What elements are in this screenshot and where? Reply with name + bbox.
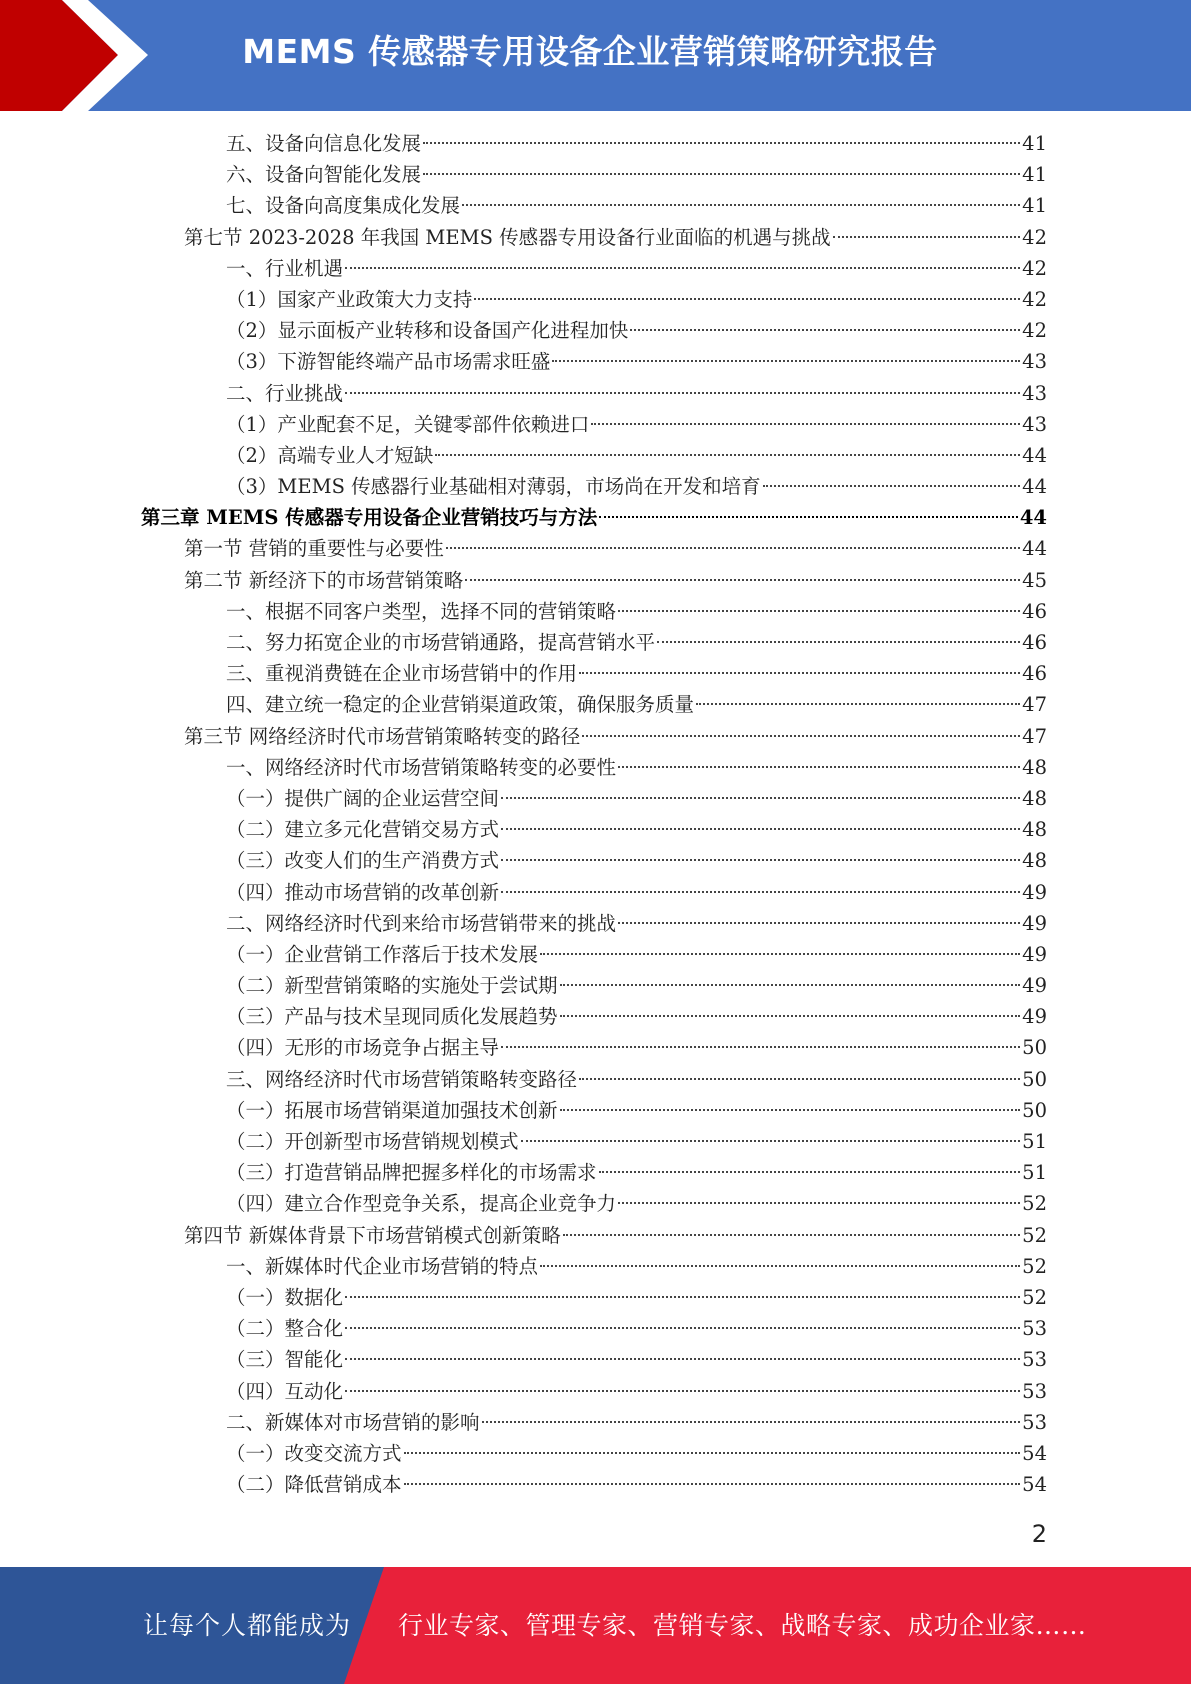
toc-dot-leader [540, 1265, 1020, 1267]
toc-entry-title: （1）产业配套不足，关键零部件依赖进口 [226, 412, 590, 436]
toc-entry-page: 41 [1022, 163, 1047, 187]
toc-dot-leader [833, 236, 1021, 238]
toc-entry-title: 第七节 2023-2028 年我国 MEMS 传感器专用设备行业面临的机遇与挑战 [184, 225, 831, 249]
toc-entry-title: （一）数据化 [226, 1285, 344, 1309]
toc-entry-page: 43 [1022, 412, 1047, 436]
toc-entry-page: 52 [1022, 1223, 1047, 1247]
toc-entry[interactable] [0, 721, 1191, 752]
toc-entry[interactable] [0, 315, 1191, 346]
toc-entry-page: 48 [1022, 818, 1047, 842]
toc-entry[interactable] [0, 1469, 1191, 1500]
toc-dot-leader [579, 1078, 1020, 1080]
toc-dot-leader [345, 267, 1020, 269]
toc-entry[interactable] [0, 1032, 1191, 1063]
toc-entry-page: 50 [1022, 1067, 1047, 1091]
toc-entry-title: （二）新型营销策略的实施处于尝试期 [226, 974, 558, 998]
toc-entry-page: 43 [1022, 381, 1047, 405]
toc-entry-page: 48 [1022, 849, 1047, 873]
toc-entry[interactable] [0, 222, 1191, 253]
toc-entry-page: 47 [1022, 724, 1047, 748]
toc-dot-leader [501, 797, 1020, 799]
toc-entry-title: 第二节 新经济下的市场营销策略 [184, 568, 464, 592]
toc-entry[interactable] [0, 1220, 1191, 1251]
toc-entry[interactable] [0, 596, 1191, 627]
toc-entry-page: 42 [1022, 319, 1047, 343]
toc-entry[interactable] [0, 1344, 1191, 1375]
toc-dot-leader [345, 1390, 1020, 1392]
toc-entry[interactable] [0, 533, 1191, 564]
toc-entry-title: 第四节 新媒体背景下市场营销模式创新策略 [184, 1223, 561, 1247]
toc-entry[interactable] [0, 1157, 1191, 1188]
toc-entry[interactable] [0, 502, 1191, 533]
toc-entry-title: （二）降低营销成本 [226, 1473, 402, 1497]
toc-entry-page: 54 [1022, 1441, 1047, 1465]
toc-entry-title: （四）推动市场营销的改革创新 [226, 880, 500, 904]
toc-entry-page: 41 [1022, 132, 1047, 155]
toc-entry-page: 51 [1022, 1130, 1047, 1153]
toc-entry[interactable] [0, 1188, 1191, 1219]
toc-entry[interactable] [0, 1313, 1191, 1344]
toc-dot-leader [474, 298, 1020, 300]
toc-entry-title: （一）企业营销工作落后于技术发展 [226, 942, 539, 966]
toc-entry[interactable] [0, 159, 1191, 190]
toc-entry-title: 一、网络经济时代市场营销策略转变的必要性 [226, 755, 617, 779]
toc-entry-title: 第一节 营销的重要性与必要性 [184, 537, 444, 561]
toc-entry-title: （1）国家产业政策大力支持 [226, 287, 473, 311]
toc-entry[interactable] [0, 1064, 1191, 1095]
toc-entry-page: 44 [1022, 475, 1047, 499]
toc-dot-leader [591, 423, 1020, 425]
toc-entry-title: （二）整合化 [226, 1317, 344, 1341]
toc-entry-page: 41 [1022, 194, 1047, 218]
toc-dot-leader [560, 1109, 1021, 1111]
toc-entry-page: 54 [1022, 1473, 1047, 1497]
toc-entry[interactable] [0, 939, 1191, 970]
toc-dot-leader [501, 828, 1020, 830]
toc-entry[interactable] [0, 1126, 1191, 1157]
table-of-contents [0, 128, 1191, 1500]
toc-entry[interactable] [0, 970, 1191, 1001]
toc-entry[interactable] [0, 565, 1191, 596]
toc-entry-title: （一）提供广阔的企业运营空间 [226, 786, 500, 810]
toc-entry-page: 44 [1022, 537, 1047, 561]
toc-dot-leader [501, 859, 1020, 861]
toc-entry-title: （一）拓展市场营销渠道加强技术创新 [226, 1098, 558, 1122]
toc-dot-leader [579, 672, 1020, 674]
toc-entry-page: 46 [1022, 662, 1047, 686]
toc-entry-title: （三）打造营销品牌把握多样化的市场需求 [226, 1161, 597, 1185]
toc-entry-title: 一、根据不同客户类型，选择不同的营销策略 [226, 599, 617, 623]
toc-dot-leader [501, 891, 1020, 893]
toc-entry[interactable] [0, 378, 1191, 409]
toc-entry-page: 53 [1022, 1317, 1047, 1341]
toc-entry-page: 48 [1022, 786, 1047, 810]
toc-entry-page: 51 [1022, 1161, 1047, 1185]
toc-entry-title: （四）建立合作型竞争关系，提高企业竞争力 [226, 1192, 617, 1216]
toc-entry[interactable] [0, 471, 1191, 502]
toc-entry-page: 49 [1022, 880, 1047, 904]
toc-entry-page: 49 [1022, 942, 1047, 966]
report-header [0, 0, 1191, 111]
toc-entry[interactable] [0, 689, 1191, 720]
toc-dot-leader [345, 1358, 1020, 1360]
toc-entry[interactable] [0, 1438, 1191, 1469]
toc-entry-title: （二）建立多元化营销交易方式 [226, 818, 500, 842]
toc-dot-leader [630, 329, 1020, 331]
toc-dot-leader [462, 204, 1020, 206]
toc-dot-leader [345, 1327, 1020, 1329]
toc-entry-title: （3）MEMS 传感器行业基础相对薄弱，市场尚在开发和培育 [226, 475, 761, 499]
toc-entry-title: （四）互动化 [226, 1379, 344, 1403]
toc-entry-title: 二、网络经济时代到来给市场营销带来的挑战 [226, 911, 617, 935]
toc-dot-leader [521, 1140, 1021, 1142]
toc-entry-page: 48 [1022, 755, 1047, 779]
toc-dot-leader [618, 1202, 1020, 1204]
toc-dot-leader [599, 1171, 1021, 1173]
toc-entry-title: 二、行业挑战 [226, 381, 344, 405]
toc-entry-title: （2）高端专业人才短缺 [226, 443, 434, 467]
toc-entry-title: 五、设备向信息化发展 [226, 132, 422, 155]
toc-entry-title: （一）改变交流方式 [226, 1441, 402, 1465]
toc-entry-page: 49 [1022, 974, 1047, 998]
toc-entry-page: 53 [1022, 1348, 1047, 1372]
toc-dot-leader [423, 142, 1020, 144]
toc-entry-page: 53 [1022, 1410, 1047, 1434]
toc-entry-page: 42 [1022, 256, 1047, 280]
toc-entry[interactable] [0, 1095, 1191, 1126]
toc-entry[interactable] [0, 814, 1191, 845]
toc-dot-leader [501, 1046, 1020, 1048]
toc-entry-page: 46 [1022, 631, 1047, 654]
toc-entry-title: （三）智能化 [226, 1348, 344, 1372]
toc-dot-leader [563, 1234, 1020, 1236]
toc-entry-page: 47 [1022, 693, 1047, 717]
toc-entry[interactable] [0, 845, 1191, 876]
toc-entry-page: 53 [1022, 1379, 1047, 1403]
toc-entry-title: 第三节 网络经济时代市场营销策略转变的路径 [184, 724, 581, 748]
toc-dot-leader [560, 984, 1021, 986]
toc-entry-title: 一、行业机遇 [226, 256, 344, 280]
toc-entry[interactable] [0, 783, 1191, 814]
toc-dot-leader [599, 516, 1018, 518]
toc-entry-page: 52 [1022, 1285, 1047, 1309]
toc-entry[interactable] [0, 128, 1191, 159]
toc-dot-leader [482, 1421, 1021, 1423]
toc-entry[interactable] [0, 253, 1191, 284]
toc-entry-title: 三、网络经济时代市场营销策略转变路径 [226, 1067, 578, 1091]
toc-entry-page: 46 [1022, 599, 1047, 623]
red-chevron-decoration [0, 0, 150, 111]
toc-entry-title: （三）改变人们的生产消费方式 [226, 849, 500, 873]
toc-entry[interactable] [0, 752, 1191, 783]
toc-entry-page: 44 [1019, 506, 1047, 530]
toc-entry-title: 三、重视消费链在企业市场营销中的作用 [226, 662, 578, 686]
footer-slogan-right: 行业专家、管理专家、营销专家、战略专家、成功企业家…… [398, 1611, 1087, 1640]
toc-dot-leader [657, 641, 1020, 643]
toc-entry[interactable] [0, 1407, 1191, 1438]
toc-dot-leader [582, 735, 1020, 737]
toc-dot-leader [763, 485, 1021, 487]
footer-slogan-left: 让每个人都能成为 [143, 1611, 352, 1640]
toc-entry[interactable] [0, 190, 1191, 221]
toc-entry[interactable] [0, 1001, 1191, 1032]
toc-entry-page: 42 [1022, 225, 1047, 249]
toc-entry[interactable] [0, 440, 1191, 471]
toc-entry-title: （四）无形的市场竞争占据主导 [226, 1036, 500, 1060]
toc-dot-leader [465, 579, 1020, 581]
toc-dot-leader [696, 703, 1020, 705]
toc-entry-page: 50 [1022, 1036, 1047, 1060]
toc-entry-title: 七、设备向高度集成化发展 [226, 194, 461, 218]
toc-dot-leader [618, 766, 1020, 768]
toc-dot-leader [345, 392, 1020, 394]
toc-entry-page: 44 [1022, 443, 1047, 467]
toc-entry-page: 49 [1022, 911, 1047, 935]
toc-entry-title: （2）显示面板产业转移和设备国产化进程加快 [226, 319, 629, 343]
toc-entry-page: 45 [1022, 568, 1047, 592]
toc-entry[interactable] [0, 658, 1191, 689]
toc-entry-title: （3）下游智能终端产品市场需求旺盛 [226, 350, 551, 374]
toc-dot-leader [404, 1483, 1021, 1485]
toc-entry[interactable] [0, 877, 1191, 908]
report-footer [0, 1567, 1191, 1684]
toc-dot-leader [345, 1296, 1020, 1298]
toc-entry[interactable] [0, 1376, 1191, 1407]
toc-entry-page: 42 [1022, 287, 1047, 311]
toc-entry-title: 六、设备向智能化发展 [226, 163, 422, 187]
toc-dot-leader [423, 173, 1020, 175]
toc-entry-title: 二、新媒体对市场营销的影响 [226, 1410, 480, 1434]
toc-entry-title: （二）开创新型市场营销规划模式 [226, 1130, 519, 1153]
toc-dot-leader [618, 922, 1020, 924]
toc-entry[interactable] [0, 409, 1191, 440]
toc-entry-page: 50 [1022, 1098, 1047, 1122]
toc-entry-title: 一、新媒体时代企业市场营销的特点 [226, 1254, 539, 1278]
toc-entry-title: 二、努力拓宽企业的市场营销通路，提高营销水平 [226, 631, 656, 654]
toc-dot-leader [435, 454, 1020, 456]
toc-entry-page: 43 [1022, 350, 1047, 374]
toc-entry-page: 52 [1022, 1254, 1047, 1278]
toc-dot-leader [446, 547, 1020, 549]
toc-entry-page: 49 [1022, 1005, 1047, 1029]
toc-dot-leader [552, 360, 1020, 362]
toc-dot-leader [540, 953, 1020, 955]
toc-dot-leader [560, 1015, 1021, 1017]
toc-entry-title: 四、建立统一稳定的企业营销渠道政策，确保服务质量 [226, 693, 695, 717]
toc-entry[interactable] [0, 346, 1191, 377]
toc-entry-title: （三）产品与技术呈现同质化发展趋势 [226, 1005, 558, 1029]
toc-entry[interactable] [0, 1251, 1191, 1282]
toc-entry[interactable] [0, 908, 1191, 939]
page-number: 2 [1031, 1520, 1047, 1548]
toc-entry-title: 第三章 MEMS 传感器专用设备企业营销技巧与方法 [141, 506, 598, 530]
toc-entry[interactable] [0, 284, 1191, 315]
report-title: MEMS 传感器专用设备企业营销策略研究报告 [242, 32, 938, 71]
toc-dot-leader [618, 610, 1020, 612]
toc-entry[interactable] [0, 1282, 1191, 1313]
toc-entry-page: 52 [1022, 1192, 1047, 1216]
toc-entry[interactable] [0, 627, 1191, 658]
toc-dot-leader [404, 1452, 1021, 1454]
